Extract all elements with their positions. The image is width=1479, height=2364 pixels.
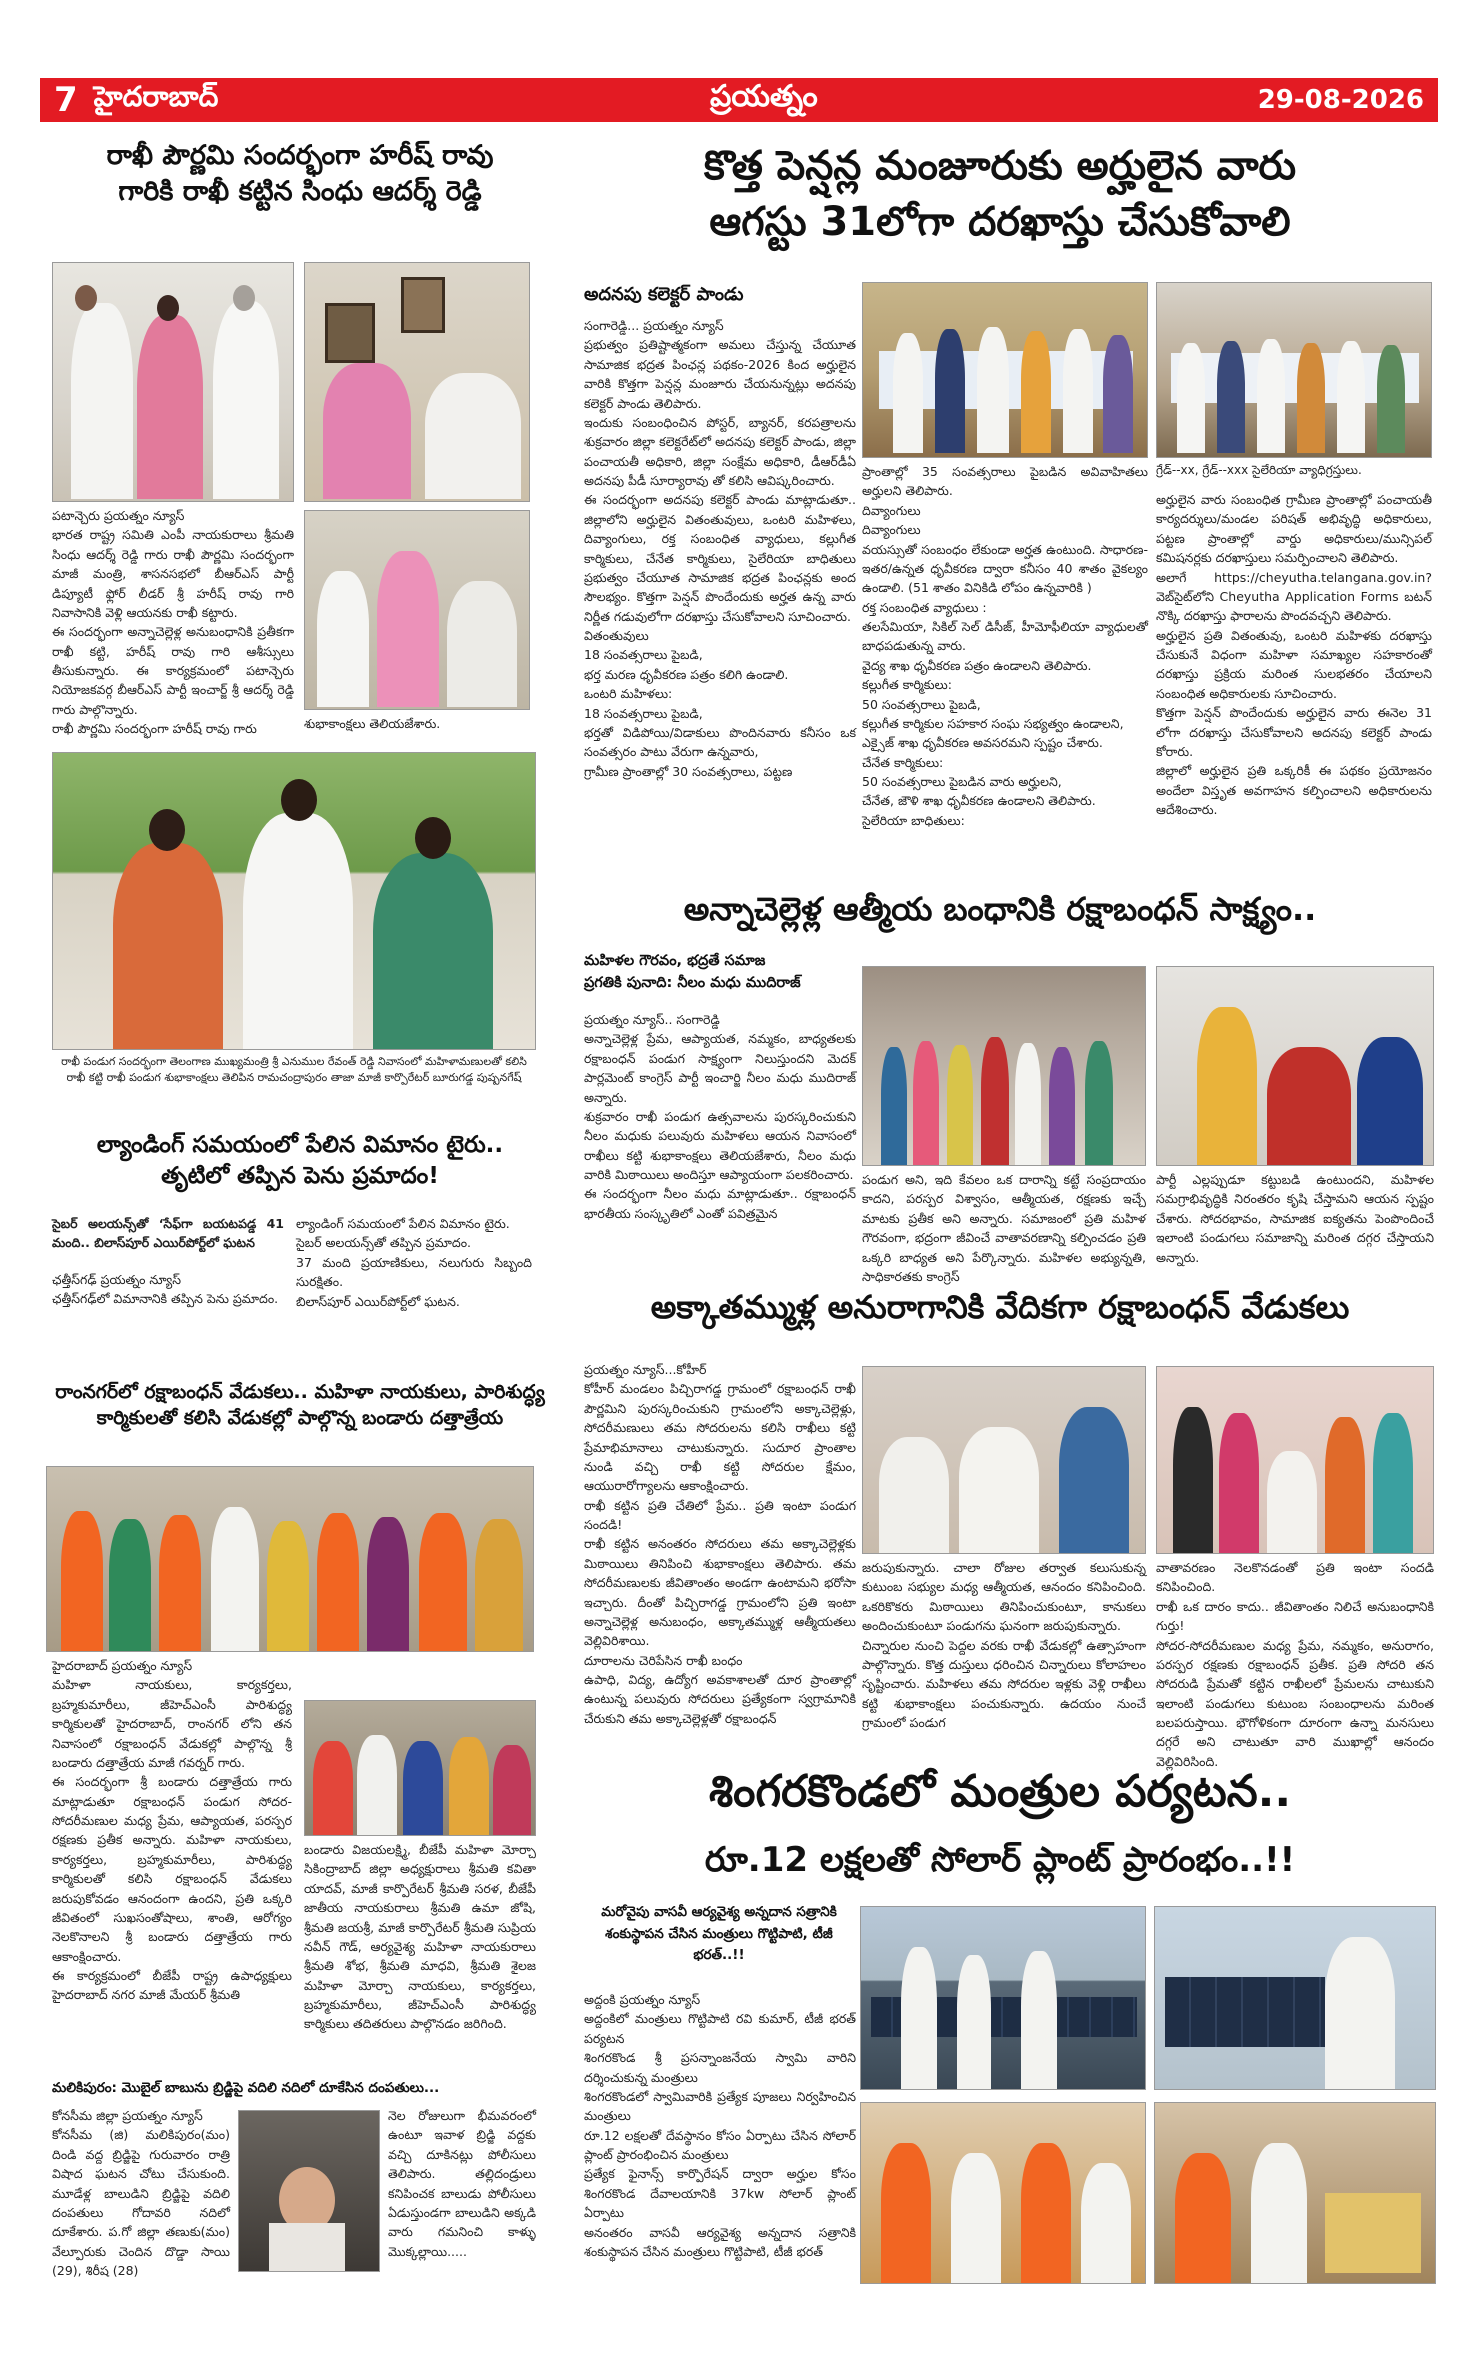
story7-photo-2 <box>1156 1366 1434 1554</box>
story2-lead: సైబర్ అలయన్స్‌తో ‘సేఫ్‌గా బయటపడ్డ 41 మంది.. బిలాస్‌పూర్ ఎయిర్‌పోర్ట్‌లో ఘటన <box>52 1216 284 1251</box>
story6-photo-2 <box>1156 966 1434 1166</box>
story3-body-left: హైదరాబాద్ ప్రయత్నం న్యూస్ మహిళా నాయకులు, కార్యకర్తలు, బ్రహ్మకుమారీలు, జీహెచ్‌ఎంసీ పారిశుద్ధ్య కార్మికులతో హైదరాబాద్, రాంనగర్ లోని తన నివాసంలో రక్షాబంధన్ వేడుకల్లో పాల్గొన్న శ్రీ బండారు దత్తాత్రేయ మాజీ గవర్నర్ గారు. ఈ సందర్భంగా శ్రీ బండారు దత్తాత్రేయ గారు మాట్లాడుతూ రక్షాబంధన్ పండుగ సోదర-సోదరీమణుల మధ్య ప్రేమ, ఆప్యాయత, పరస్పర రక్షణకు ప్రతీక అన్నారు. మహిళా నాయకులు, కార్యకర్తలు, బ్రహ్మకుమారీలు, పారిశుద్ధ్య కార్మికులతో కలిసి రక్షాబంధన్ వేడుకలు జరుపుకోవడం ఆనందంగా ఉందని, ప్రతి ఒక్కరి జీవితంలో సుఖసంతోషాలు, శాంతి, ఆరోగ్యం నెలకొనాలని శ్రీ బండారు దత్తాత్రేయ గారు ఆకాంక్షించారు. ఈ కార్యక్రమంలో బీజేపీ రాష్ట్ర ఉపాధ్యక్షులు హైదరాబాద్ నగర మాజీ మేయర్ శ్రీమతి <box>52 1658 292 2003</box>
story2-body-right: ల్యాండింగ్ సమయంలో పేలిన విమానం టైరు. సైబర్ అలయన్స్‌తో తప్పిన ప్రమాదం. 37 మంది ప్రయాణికులు, నలుగురు సిబ్బంది సురక్షితం. బిలాస్‌పూర్ ఎయిర్‌పోర్ట్‌లో ఘటన. <box>296 1216 532 1309</box>
story2-body-left: ఛత్తీస్‌గఢ్ ప్రయత్నం న్యూస్ ఛత్తీస్‌గఢ్‌లో విమానానికి తప్పిన పెను ప్రమాదం. <box>52 1272 279 1307</box>
story2-headline-line2: తృటిలో తప్పిన పెను ప్రమాదం! <box>161 1163 439 1190</box>
story1-body-right: శుభాకాంక్షలు తెలియజేశారు. <box>304 716 441 731</box>
story6-col1: ప్రయత్నం న్యూస్.. సంగారెడ్డి అన్నాచెల్లెళ్ల ప్రేమ, ఆప్యాయత, నమ్మకం, బాధ్యతలకు రక్షాబంధన్ పండుగ సాక్ష్యంగా నిలుస్తుందని మెదక్ పార్లమెంట్ కాంగ్రెస్ పార్టీ ఇంచార్జి నీలం మధు ముదిరాజ్ అన్నారు. శుక్రవారం రాఖీ పండుగ ఉత్సవాలను పురస్కరించుకుని నీలం మధుకు పలువురు మహిళలు ఆయన నివాసంలో రాఖీలు కట్టి శుభాకాంక్షలు తెలియజేశారు, నీలం మధు వారికి మిఠాయిలు అందిస్తూ ఆప్యాయంగా పలకరించారు. ఈ సందర్భంగా నీలం మధు మాట్లాడుతూ.. రక్షాబంధన్ భారతీయ సంస్కృతిలో ఎంతో పవిత్రమైన <box>584 1012 856 1221</box>
story5-subhead: అదనపు కలెక్టర్ పాండు <box>584 284 744 305</box>
page-number: 7 <box>54 80 78 120</box>
story5-col3: అర్హులైన వారు సంబంధిత గ్రామీణ ప్రాంతాల్లో పంచాయతీ కార్యదర్శులు/మండల పరిషత్ అభివృద్ధి అధికారులు, పట్టణ ప్రాంతాల్లో వార్డు అధికారులు/మున్సిపల్ కమిషనర్లకు దరఖాస్తులు సమర్పించాలని తెలిపారు. అలాగే https://cheyutha.telangana.gov.in? వెబ్‌సైట్‌లోని Cheyutha Application Forms బటన్ నొక్కి దరఖాస్తు ఫారాలను పొందవచ్చని తెలిపారు. అర్హులైన ప్రతి వితంతువు, ఒంటరి మహిళకు దరఖాస్తు చేసుకునే విధంగా మహిళా సమాఖ్యల సహకారంతో దరఖాస్తు ప్రక్రియ మరింత సులభతరం చేయాలని సంబంధిత అధికారులకు సూచించారు. కొత్తగా పెన్షన్ పొందేందుకు అర్హులైన వారు ఈనెల 31 లోగా దరఖాస్తు చేసుకోవాలని అదనపు కలెక్టర్ పాండు కోరారు. జిల్లాలో అర్హులైన ప్రతి ఒక్కరికీ ఈ పథకం ప్రయోజనం అందేలా విస్తృత అవగాహన కల్పించాలని అధికారులను ఆదేశించారు. <box>1156 492 1432 817</box>
story8-photo-2 <box>1154 1906 1436 2090</box>
story2-headline <box>40 1130 560 1192</box>
cm-rakhi-photo <box>52 752 536 1050</box>
story5-headline-line1: కొత్త పెన్షన్ల మంజూరుకు అర్హులైన వారు <box>703 143 1297 189</box>
story4-body-right: నెల రోజులుగా భీమవరంలో ఉంటూ ఇవాళ బ్రిడ్జి వద్దకు వచ్చి దూకినట్లు పోలీసులు తెలిపారు. తల్లిదండ్రులు కనిపించక బాలుడు పోలీసులు ఏడుస్తుండగా బాలుడిని అక్కడి వారు గమనించి కాళ్ళు మొక్కల్లాయి..... <box>388 2108 536 2259</box>
story7-photo-1 <box>862 1366 1146 1554</box>
story1-headline-line1: రాఖీ పౌర్ణమి సందర్భంగా హరీష్ రావు <box>106 140 494 171</box>
story6-col3: పార్టీ ఎల్లప్పుడూ కట్టుబడి ఉంటుందని, మహిళల సమగ్రాభివృద్ధికి నిరంతరం కృషి చేస్తామని ఆయన స్పష్టం చేశారు. సోదరభావం, సామాజిక ఐక్యతను పెంపొందించే ఇలాంటి పండుగలు సమాజాన్ని మరింత దగ్గర చేస్తాయని అన్నారు. <box>1156 1172 1434 1265</box>
story6-photo-1 <box>862 966 1146 1166</box>
story8-headline-line1: శింగరకొండలో మంత్రుల పర్యటన.. <box>708 1766 1292 1817</box>
cm-photo-caption: రాఖీ పండుగ సందర్భంగా తెలంగాణ ముఖ్యమంత్రి శ్రీ ఎనుముల రేవంత్ రెడ్డి నివాసంలో మహిళామణులతో కలిసి రాఖీ కట్టి రాఖీ పండుగ శుభాకాంక్షలు తెలిపిన రామచంద్రాపురం తాజా మాజీ కార్పొరేటర్ బూరుగడ్డ పుష్పనగేష్ <box>61 1055 527 1084</box>
masthead: ప్రయత్నం <box>710 79 818 114</box>
city-label: హైదరాబాద్ <box>93 80 219 113</box>
story8-subhead: మరోవైపు వాసవీ ఆర్యవైశ్య అన్నదాన సత్రానికి శంకుస్థాపన చేసిన మంత్రులు గొట్టిపాటి, టీజీ భరత్..!! <box>601 1904 837 1964</box>
story8-headline-line2: రూ.12 లక్షలతో సోలార్ ప్లాంట్ ప్రారంభం..!! <box>704 1840 1296 1880</box>
story1-headline <box>40 138 560 211</box>
story7-col3: వాతావరణం నెలకొనడంతో ప్రతి ఇంటా సందడి కనిపించింది. రాఖీ ఒక దారం కాదు.. జీవితాంతం నిలిచే అనుబంధానికి గుర్తు! సోదర-సోదరీమణుల మధ్య ప్రేమ, నమ్మకం, అనురాగం, పరస్పర రక్షణకు రక్షాబంధన్ ప్రతీక. ప్రతి సోదరి తన సోదరుడి ప్రేమతో కట్టిన రాఖీలలో ప్రేమలను చాటుకుని ఇలాంటి పండుగలు కుటుంబ సంబంధాలను మరింత బలపరుస్తాయి. భౌగోళికంగా దూరంగా ఉన్నా మనసులు దగ్గరే అని చాటుతూ వారి ముఖాల్లో ఆనందం వెల్లివిరిసింది. <box>1156 1560 1434 1769</box>
story7-headline: అక్కాతమ్ముళ్ల అనురాగానికి వేదికగా రక్షాబంధన్ వేడుకలు <box>650 1288 1350 1326</box>
story6-col2: పండుగ అని, ఇది కేవలం ఒక దారాన్ని కట్టే సంప్రదాయం కాదని, పరస్పర విశ్వాసం, ఆత్మీయత, రక్షణకు ఇచ్చే మాటకు ప్రతీక అని అన్నారు. సమాజంలో ప్రతి మహిళ గౌరవంగా, భద్రంగా జీవించే వాతావరణాన్ని కల్పించడం ప్రతి ఒక్కరి బాధ్యత అని పేర్కొన్నారు. మహిళల అభ్యున్నతి, సాధికారతకు కాంగ్రెస్ <box>862 1172 1146 1284</box>
story4-photo <box>238 2110 380 2272</box>
story2-headline-line1: ల్యాండింగ్ సమయంలో పేలిన విమానం టైరు.. <box>96 1132 504 1158</box>
story6-subhead-line1: మహిళల గౌరవం, భద్రతే సమాజ <box>584 953 766 969</box>
story6-subhead <box>584 950 854 995</box>
story5-col1: సంగారెడ్డి... ప్రయత్నం న్యూస్ ప్రభుత్వం ప్రతిష్టాత్మకంగా అమలు చేస్తున్న చేయూత సామాజిక భద్రత పింఛన్ల పథకం-2026 కింద అర్హులైన వారికి కొత్తగా పెన్షన్ల మంజూరు చేయనున్నట్లు అదనపు కలెక్టర్ పాండు తెలిపారు. ఇందుకు సంబంధించిన పోస్టర్, బ్యానర్, కరపత్రాలను శుక్రవారం జిల్లా కలెక్టరేట్‌లో అదనపు కలెక్టర్ పాండు, జిల్లా పంచాయతీ అధికారి, జిల్లా సంక్షేమ అధికారి, డీఆర్‌డీఏ అదనపు పీడీ సూర్యారావు తో కలిసి ఆవిష్కరించారు. ఈ సందర్భంగా అదనపు కలెక్టర్ పాండు మాట్లాడుతూ.. జిల్లాలోని అర్హులైన వితంతువులు, ఒంటరి మహిళలు, దివ్యాంగులు, రక్త సంబంధిత వ్యాధులు, కల్లుగీత కార్మికులు, చేనేత కార్మికులు, సైలేరియా బాధితులు ప్రభుత్వం చేయూత సామాజిక భద్రత పింఛన్లకు అంద సౌలభ్యం. కొత్తగా పెన్షన్ పొందేందుకు అర్హత ఉన్న వారు నిర్ణీత గడువులోగా దరఖాస్తు చేసుకోవాలని సూచించారు. వితంతువులు 18 సంవత్సరాలు పైబడి, భర్త మరణ ధృవీకరణ పత్రం కలిగి ఉండాలి. ఒంటరి మహిళలు: 18 సంవత్సరాలు పైబడి, భర్తతో విడిపోయి/విడాకులు పొందినవారు కనీసం ఒక సంవత్సరం పాటు వేరుగా ఉన్నవారు, గ్రామీణ ప్రాంతాల్లో 30 సంవత్సరాలు, పట్టణ <box>584 318 856 779</box>
story5-headline-line2: ఆగస్టు 31లోగా దరఖాస్తు చేసుకోవాలి <box>709 199 1291 245</box>
story3-photo-2 <box>304 1700 536 1836</box>
story1-photo-3 <box>304 510 530 710</box>
story6-headline: అన్నాచెల్లెళ్ల ఆత్మీయ బంధానికి రక్షాబంధన్ సాక్ష్యం.. <box>683 890 1317 928</box>
story5-photo-1 <box>862 282 1148 458</box>
story3-body-right: బండారు విజయలక్ష్మి, బీజేపీ మహిళా మోర్చా సికింద్రాబాద్ జిల్లా అధ్యక్షురాలు శ్రీమతి కవితా యాదవ్, మాజీ కార్పొరేటర్ శ్రీమతి సరళ, బీజేపీ జాతీయ నాయకురాలు శ్రీమతి ఉమా జోషి, శ్రీమతి జయశ్రీ, మాజీ కార్పొరేటర్ శ్రీమతి సుప్రియ నవీన్ గౌడ్, ఆర్యవైశ్య మహిళా నాయకురాలు శ్రీమతి శోభ, శ్రీమతి మాధవి, శ్రీమతి శైలజ మహిళా మోర్చా నాయకులు, కార్యకర్తలు, బ్రహ్మకుమారీలు, జీహెచ్‌ఎంసీ పారిశుద్ధ్య కార్మికులు తదితరులు పాల్గొనడం జరిగింది. <box>304 1842 536 2032</box>
story6-subhead-line2: ప్రగతికి పునాది: నీలం మధు ముదిరాజ్ <box>584 975 801 992</box>
story3-headline-line1: రాంనగర్‌లో రక్షాబంధన్ వేడుకలు.. మహిళా నాయకులు, పారిశుద్ధ్య <box>55 1381 545 1403</box>
story1-headline-line2: గారికి రాఖీ కట్టిన సింధు ఆదర్శ్ రెడ్డి <box>118 176 482 208</box>
story1-body-left: పటాన్చెరు ప్రయత్నం న్యూస్ భారత రాష్ట్ర సమితి ఎంపీ నాయకురాలు శ్రీమతి సింధు ఆదర్శ్ రెడ్డి గారు రాఖీ పౌర్ణమి సందర్భంగా మాజీ మంత్రి, శాసనసభలో బీఆర్ఎస్ పార్టీ డిప్యూటీ ఫ్లోర్ లీడర్ శ్రీ హరీష్ రావు గారి నివాసానికి వెళ్లి ఆయనకు రాఖీ కట్టారు. ఈ సందర్భంగా అన్నాచెల్లెళ్ల అనుబంధానికి ప్రతీకగా రాఖీ కట్టి, హరీష్ రావు గారి ఆశీస్సులు తీసుకున్నారు. ఈ కార్యక్రమంలో పటాన్చెరు నియోజకవర్గ బీఆర్ఎస్ పార్టీ ఇంచార్జ్ శ్రీ ఆదర్శ్ రెడ్డి గారు పాల్గొన్నారు. రాఖీ పౌర్ణమి సందర్భంగా హరీష్ రావు గారు <box>52 508 294 737</box>
story8-photo-1 <box>860 1906 1146 2090</box>
page-header <box>40 78 1438 122</box>
story3-photo-1 <box>46 1466 534 1652</box>
story5-photo2-caption: గ్రేడ్--xx, గ్రేడ్--xxx సైలేరియా వ్యాధిగ్రస్తులు. <box>1156 463 1362 477</box>
story5-col2: ప్రాంతాల్లో 35 సంవత్సరాలు పైబడిన అవివాహితలు అర్హులని తెలిపారు. దివ్యాంగులు దివ్యాంగులు వయస్సుతో సంబంధం లేకుండా అర్హత ఉంటుంది. సాధారణ-ఇతర/ఉన్నత ధృవీకరణ ద్వారా కనీసం 40 శాతం వైకల్యం ఉండాలి. (51 శాతం వినికిడి లోపం ఉన్నవారికి ) రక్త సంబంధిత వ్యాధులు : తలసేమియా, సికిల్ సెల్ డిసీజ్, హీమోఫీలియా వ్యాధులతో బాధపడుతున్న వారు. వైద్య శాఖ ధృవీకరణ పత్రం ఉండాలని తెలిపారు. కల్లుగీత కార్మికులు: 50 సంవత్సరాలు పైబడి, కల్లుగీత కార్మికుల సహకార సంఘ సభ్యత్వం ఉండాలని, ఎక్సైజ్ శాఖ ధృవీకరణ అవసరమని స్పష్టం చేశారు. చేనేత కార్మికులు: 50 సంవత్సరాలు పైబడిన వారు అర్హులని, చేనేత, జౌళి శాఖ ధృవీకరణ ఉండాలని తెలిపారు. సైలేరియా బాధితులు: <box>862 464 1148 828</box>
story3-headline <box>40 1380 560 1431</box>
story7-col2: జరుపుకున్నారు. చాలా రోజుల తర్వాత కలుసుకున్న కుటుంబ సభ్యుల మధ్య ఆత్మీయత, ఆనందం కనిపించింది. ఒకరికొకరు మిఠాయిలు తినిపించుకుంటూ, కానుకలు అందించుకుంటూ పండుగను ఘనంగా జరుపుకున్నారు. చిన్నారుల నుంచి పెద్దల వరకు రాఖీ వేడుకల్లో ఉత్సాహంగా పాల్గొన్నారు. కొత్త దుస్తులు ధరించిన చిన్నారులు కోలాహలం సృష్టించారు. మహిళలు తమ సోదరుల ఇళ్లకు వెళ్లి రాఖీలు కట్టి శుభాకాంక్షలు పంచుకున్నారు. ఉదయం నుంచే గ్రామంలో పండుగ <box>862 1560 1146 1730</box>
story4-body-left: కోనసీమ జిల్లా ప్రయత్నం న్యూస్ కోనసీమ (జి) మలికిపురం(మం) దిండి వద్ద బ్రిడ్జిపై గురువారం రాత్రి విషాద ఘటన చోటు చేసుకుంది. మూడేళ్ల బాలుడిని బ్రిడ్జిపై వదిలి దంపతులు గోదావరి నదిలో దూకేశారు. ప.గో జిల్లా తణుకు(మం) వేల్పూరుకు చెందిన దొడ్డా సాయి (29), శిరీష (28) <box>52 2108 230 2278</box>
story8-photo-3 <box>860 2102 1146 2284</box>
story1-photo-1 <box>52 262 294 502</box>
story8-photo-4 <box>1154 2102 1436 2284</box>
issue-date: 29-08-2026 <box>1257 85 1424 115</box>
story5-photo-2 <box>1156 282 1432 458</box>
story8-body: అద్దంకి ప్రయత్నం న్యూస్ అద్దంకిలో మంత్రులు గొట్టిపాటి రవి కుమార్, టీజీ భరత్ పర్యటన శింగరకొండ శ్రీ ప్రసన్నాంజనేయ స్వామి వారిని దర్శించుకున్న మంత్రులు శింగరకొండలో స్వామివారికి ప్రత్యేక పూజలు నిర్వహించిన మంత్రులు రూ.12 లక్షలతో దేవస్థానం కోసం ఏర్పాటు చేసిన సోలార్ ప్లాంట్ ప్రారంభించిన మంత్రులు ప్రత్యేక ఫైనాన్స్ కార్పొరేషన్ ద్వారా అర్హుల కోసం శింగరకొండ దేవాలయానికి 37kw సోలార్ ప్లాంట్ ఏర్పాటు అనంతరం వాసవీ ఆర్యవైశ్య అన్నదాన సత్రానికి శంకుస్థాపన చేసిన మంత్రులు గొట్టిపాటి, టీజీ భరత్ <box>584 1992 856 2259</box>
story3-headline-line2: కార్మికులతో కలిసి వేడుకల్లో పాల్గొన్న బండారు దత్తాత్రేయ <box>96 1406 504 1429</box>
story5-headline <box>560 138 1440 250</box>
story4-headline: మలికిపురం: మొబైల్ బాబును బ్రిడ్జిపై వదిలి నదిలో దూకేసిన దంపతులు... <box>52 2080 440 2096</box>
story7-col1: ప్రయత్నం న్యూస్...కోహీర్ కోహీర్ మండలం పిచ్చిరాగడ్డ గ్రామంలో రక్షాబంధన్ రాఖీ పౌర్ణమిని పురస్కరించుకుని గ్రామంలోని అక్కాచెల్లెళ్లు, సోదరీమణులు తమ సోదరులను కలిసి రాఖీలు కట్టి ప్రేమాభిమానాలు చాటుకున్నారు. సుదూర ప్రాంతాల నుండి వచ్చి రాఖీ కట్టి సోదరుల క్షేమం, ఆయురారోగ్యాలను ఆకాంక్షించారు. రాఖీ కట్టిన ప్రతి చేతిలో ప్రేమ.. ప్రతి ఇంటా పండుగ సందడి! రాఖీ కట్టిన అనంతరం సోదరులు తమ అక్కాచెల్లెళ్లకు మిఠాయిలు తినిపించి శుభాకాంక్షలు తెలిపారు. తమ సోదరీమణులకు జీవితాంతం అండగా ఉంటామని భరోసా ఇచ్చారు. దీంతో పిచ్చిరాగడ్డ గ్రామంలోని ప్రతి ఇంటా అన్నాచెల్లెళ్ల అనుబంధం, అక్కాతమ్ముళ్ల ఆత్మీయతలు వెల్లివిరిశాయి. దూరాలను చెరిపేసిన రాఖీ బంధం ఉపాధి, విద్య, ఉద్యోగ అవకాశాలతో దూర ప్రాంతాల్లో ఉంటున్న పలువురు సోదరులు ప్రత్యేకంగా స్వగ్రామానికి చేరుకుని తమ అక్కాచెల్లెళ్లతో రక్షాబంధన్ <box>584 1362 856 1726</box>
story1-photo-2 <box>304 262 530 502</box>
